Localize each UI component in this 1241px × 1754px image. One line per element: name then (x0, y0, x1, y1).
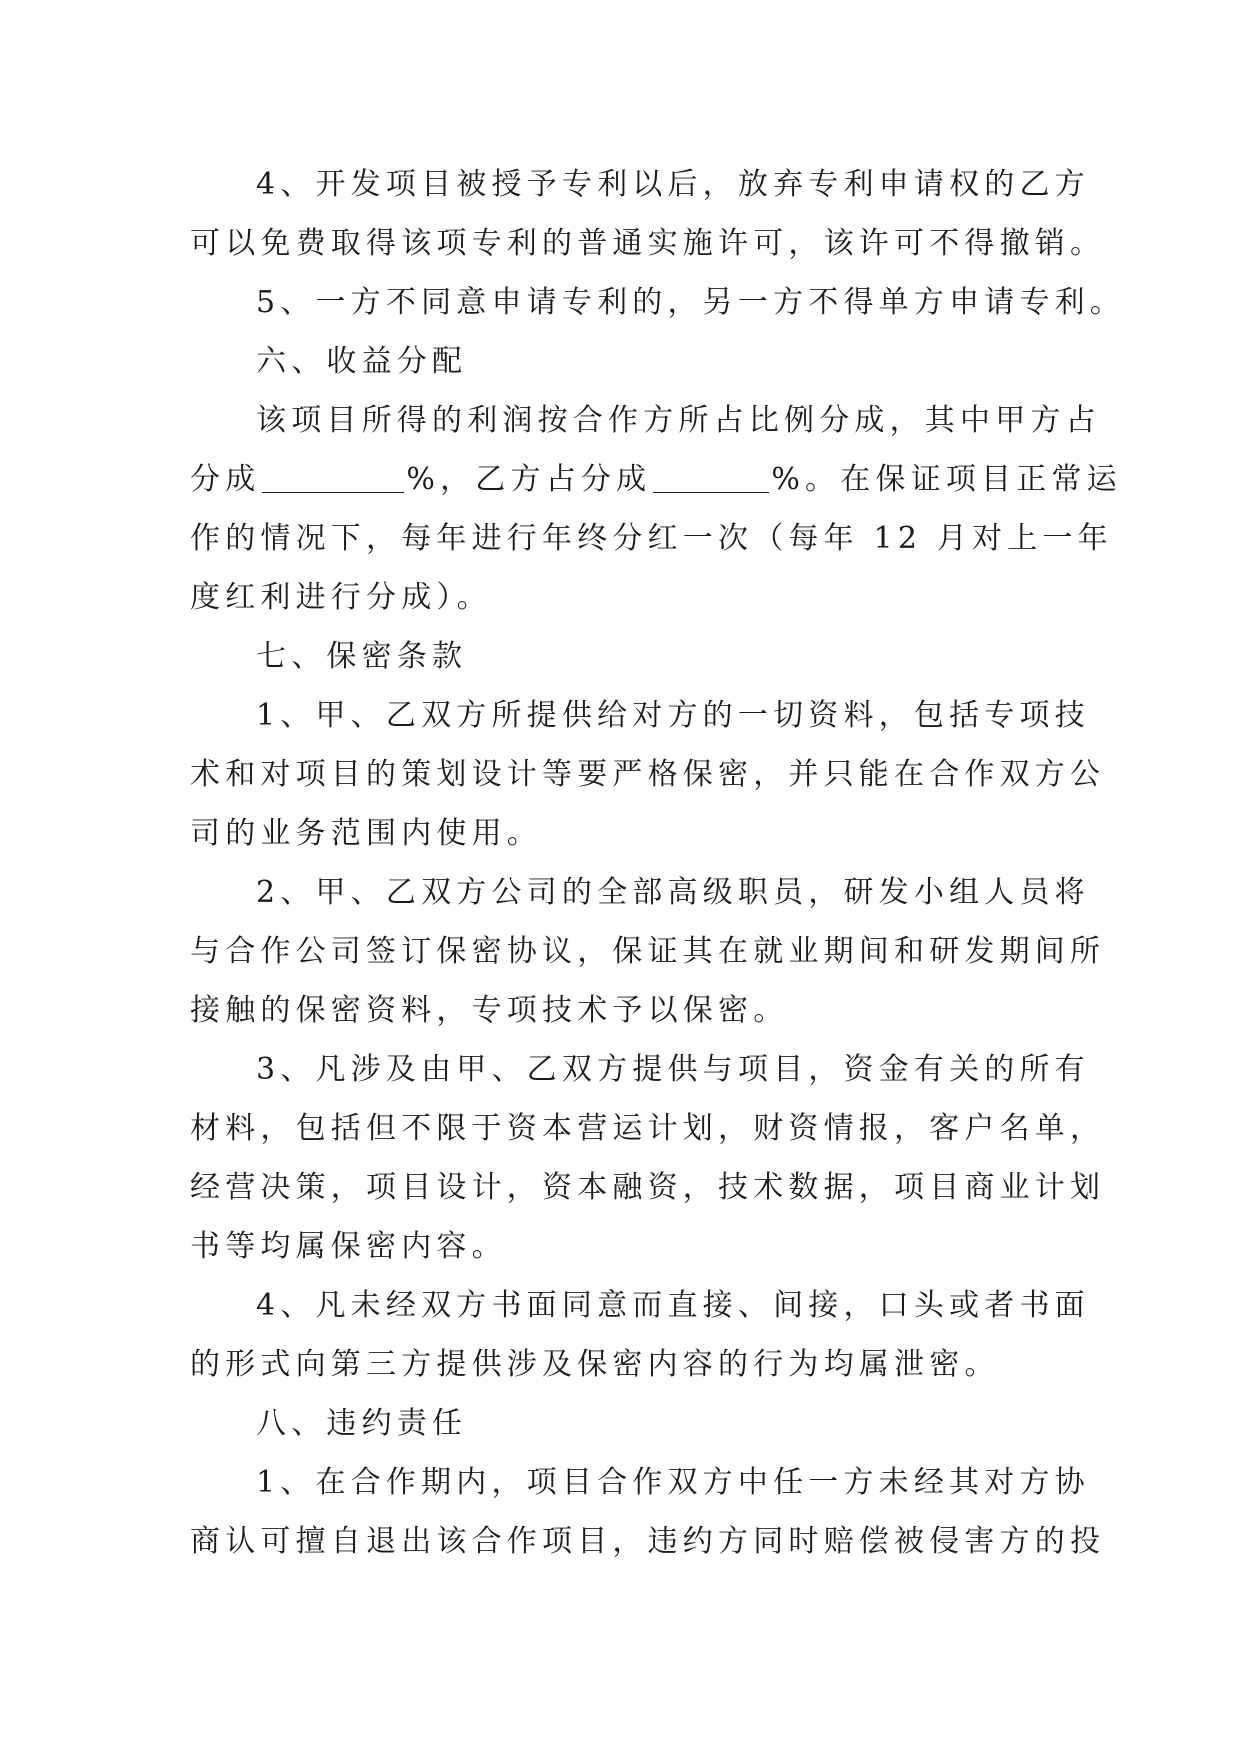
paragraph-line: 1、在合作期内，项目合作双方中任一方未经其对方协 (256, 1465, 1090, 1500)
paragraph-line: 与合作公司签订保密协议，保证其在就业期间和研发期间所 (190, 934, 1106, 969)
paragraph-line: 术和对项目的策划设计等要严格保密，并只能在合作双方公 (190, 757, 1106, 792)
paragraph-line: 经营决策，项目设计，资本融资，技术数据，项目商业计划 (190, 1170, 1106, 1205)
paragraph-line: 4、开发项目被授予专利以后，放弃专利申请权的乙方 (256, 167, 1090, 202)
paragraph-line: 该项目所得的利润按合作方所占比例分成，其中甲方占 (256, 403, 1101, 438)
paragraph-line: 4、凡未经双方书面同意而直接、间接，口头或者书面 (256, 1288, 1090, 1323)
paragraph-line: 接触的保密资料，专项技术予以保密。 (190, 993, 789, 1028)
paragraph-line: 2、甲、乙双方公司的全部高级职员，研发小组人员将 (256, 875, 1090, 910)
paragraph-line: 商认可擅自退出该合作项目，违约方同时赔偿被侵害方的投 (190, 1524, 1106, 1559)
document-body (190, 155, 1126, 1571)
paragraph-line: 3、凡涉及由甲、乙双方提供与项目，资金有关的所有 (256, 1052, 1090, 1087)
paragraph-line: 书等均属保密内容。 (190, 1229, 507, 1264)
paragraph-line: 材料，包括但不限于资本营运计划，财资情报，客户名单， (190, 1111, 1106, 1146)
paragraph-line-with-blanks (190, 450, 1122, 509)
paragraph-line: 司的业务范围内使用。 (190, 816, 542, 851)
fill-blank-party-b-share[interactable] (653, 462, 769, 493)
fill-blank-party-a-share[interactable] (262, 462, 404, 493)
text-fragment: 分成 (190, 462, 261, 497)
text-fragment: %，乙方占分成 (406, 462, 652, 497)
text-fragment: %。在保证项目正常运 (771, 462, 1122, 497)
paragraph-line: 作的情况下，每年进行年终分红一次（每年 12 月对上一年 (190, 521, 1113, 556)
paragraph-line: 的形式向第三方提供涉及保密内容的行为均属泄密。 (190, 1347, 1000, 1382)
section-heading-liability: 八、违约责任 (256, 1406, 468, 1441)
paragraph-line: 可以免费取得该项专利的普通实施许可，该许可不得撤销。 (190, 226, 1106, 261)
paragraph-line: 1、甲、乙双方所提供给对方的一切资料，包括专项技 (256, 698, 1090, 733)
paragraph-line: 度红利进行分成）。 (190, 580, 492, 615)
paragraph-line: 5、一方不同意申请专利的，另一方不得单方申请专利。 (256, 285, 1126, 320)
section-heading-revenue: 六、收益分配 (256, 344, 468, 379)
section-heading-confidentiality: 七、保密条款 (256, 639, 468, 674)
